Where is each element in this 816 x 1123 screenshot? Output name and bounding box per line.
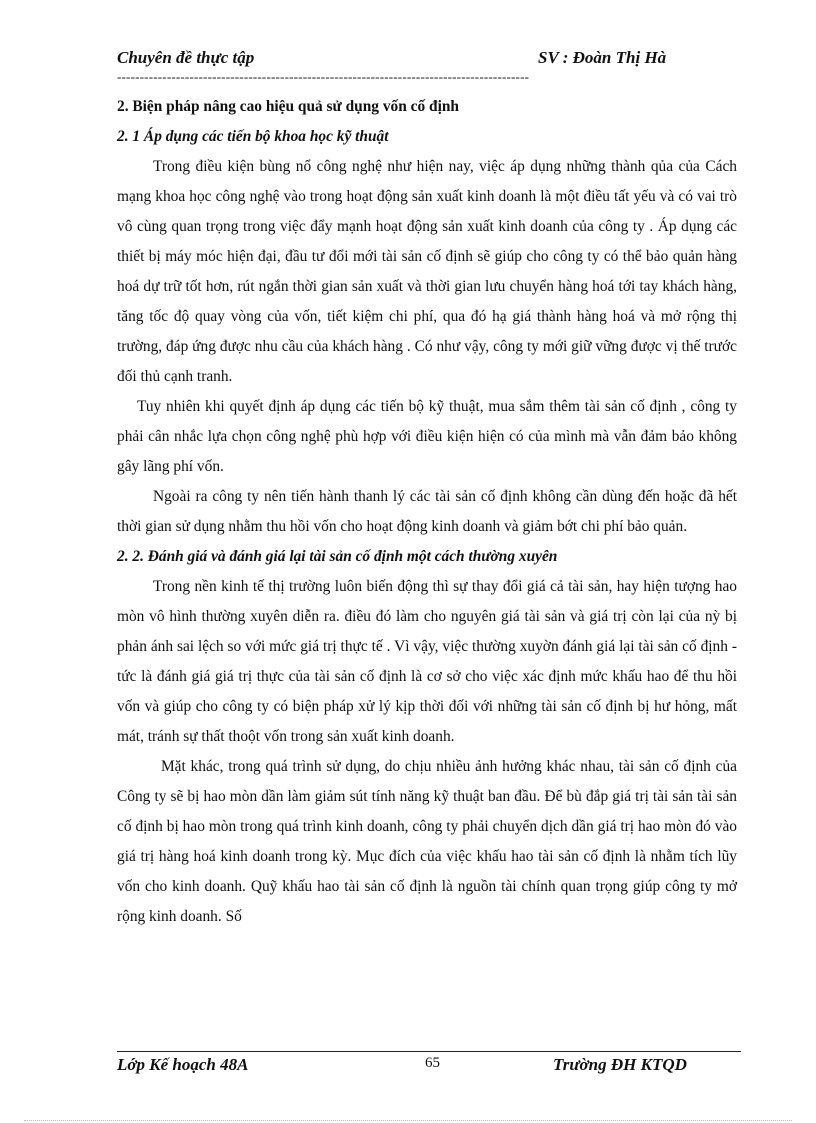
header-separator: -------------------------------------------------------------------------------------------	[117, 70, 530, 84]
paragraph-4: Trong nền kinh tế thị trường luôn biến động thì sự thay đổi giá cả tài sản, hay hiện tượng hao mòn vô hình thường xuyên diễn ra. điều đó làm cho nguyên giá tài sản và giá trị còn lại của nỳ bị phản ánh sai lệch so với mức giá trị thực tế . Vì vậy, việc thường xuyờn đánh giá lại tài sản cố định - tức là đánh giá giá trị thực của tài sản cố định là cơ sở cho việc xác định mức khấu hao để thu hồi vốn và giúp cho công ty có biện pháp xử lý kịp thời đối với những tài sản cố định bị hư hỏng, mất mát, tránh sự thất thoột vốn trong sản xuất kinh doanh.	[117, 578, 737, 745]
page-bottom-border	[24, 1120, 792, 1121]
paragraph-5: Mặt khác, trong quá trình sử dụng, do chịu nhiều ảnh hưởng khác nhau, tài sản cố định của Công ty sẽ bị hao mòn dần làm giảm sút tính năng kỹ thuật ban đầu. Để bù đắp giá trị tài sản tài sản cố định bị hao mòn trong quá trình kinh doanh, công ty phải chuyển dịch dần giá trị hao mòn đó vào giá trị hàng hoá kinh doanh trong kỳ. Mục đích của việc khấu hao tài sản cố định là nhằm tích lũy vốn cho kinh doanh. Quỹ khấu hao tài sản cố định là nguồn tài chính quan trọng giúp công ty mở rộng kinh doanh. Số	[117, 758, 737, 925]
footer-rule	[117, 1051, 741, 1052]
subsection-title-1: 2. 1 Áp dụng các tiến bộ khoa học kỹ thuật	[117, 128, 389, 145]
header-left-title: Chuyên đề thực tập	[117, 48, 255, 67]
paragraph-2: Tuy nhiên khi quyết định áp dụng các tiến bộ kỹ thuật, mua sắm thêm tài sản cố định , công ty phải cân nhắc lựa chọn công nghệ phù hợp với điều kiện hiện có của mình mà vẫn đảm bảo không gây lãng phí vốn.	[117, 398, 737, 475]
header-student-name: SV : Đoàn Thị Hà	[538, 48, 667, 67]
page-number: 65	[425, 1055, 440, 1071]
subsection-title-2: 2. 2. Đánh giá và đánh giá lại tài sản cố định một cách thường xuyên	[117, 548, 558, 565]
paragraph-1: Trong điều kiện bùng nổ công nghệ như hiện nay, việc áp dụng những thành qủa của Cách mạng khoa học công nghệ vào trong hoạt động sản xuất kinh doanh là một điều tất yếu và có vai trò vô cùng quan trọng trong việc đẩy mạnh hoạt động sản xuất kinh doanh của công ty . Áp dụng các thiết bị máy móc hiện đại, đầu tư đổi mới tài sản cố định sẽ giúp cho công ty có thể bảo quản hàng hoá dự trữ tốt hơn, rút ngắn thời gian sản xuất và thời gian lưu chuyển hàng hoá tới tay khách hàng, tăng tốc độ quay vòng của vốn, tiết kiệm chi phí, qua đó hạ giá thành hàng hoá và mở rộng thị trường, đáp ứng được nhu cầu của khách hàng . Có như vậy, công ty mới giữ vững được vị thế trước đối thủ cạnh tranh.	[117, 158, 737, 385]
footer-class-name: Lớp Kế hoạch 48A	[117, 1055, 249, 1074]
section-title: 2. Biện pháp nâng cao hiệu quả sử dụng vốn cố định	[117, 98, 459, 115]
footer-university: Trường ĐH KTQD	[553, 1055, 687, 1074]
page-body	[117, 92, 737, 932]
paragraph-3: Ngoài ra công ty nên tiến hành thanh lý các tài sản cố định không cần dùng đến hoặc đã hết thời gian sử dụng nhằm thu hồi vốn cho hoạt động kinh doanh và giảm bớt chi phí bảo quản.	[117, 488, 737, 535]
